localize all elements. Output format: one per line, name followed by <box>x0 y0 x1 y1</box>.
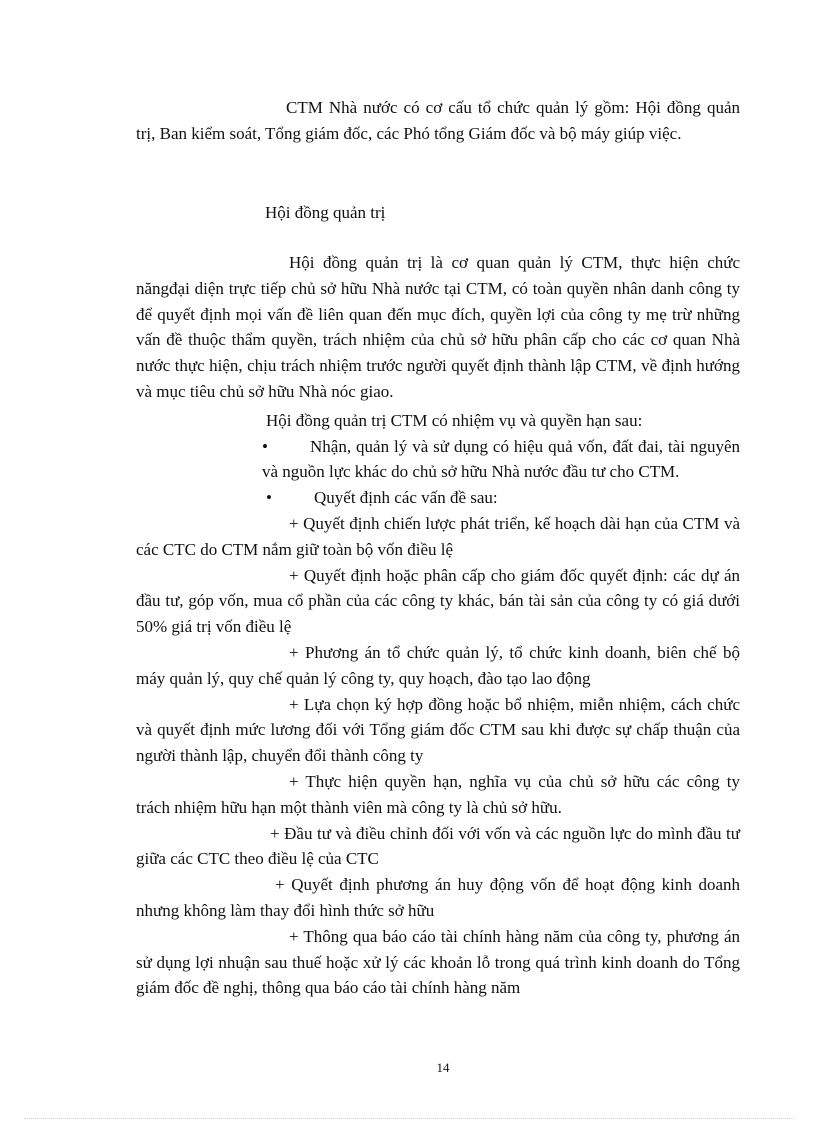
bullet-icon: • <box>266 488 272 508</box>
list-item: + Quyết định chiến lược phát triển, kế hoạch dài hạn của CTM và các CTC do CTM nắm giữ toàn bộ vốn điều lệ <box>136 513 740 559</box>
list-item: + Lựa chọn ký hợp đồng hoặc bổ nhiệm, miễn nhiệm, cách chức và quyết định mức lương đối với Tổng giám đốc CTM sau khi được sự chấp thuận của người thành lập, chuyển đổi thành công ty <box>136 694 740 766</box>
list-item: + Quyết định phương án huy động vốn để hoạt động kinh doanh nhưng không làm thay đổi hình thức sở hữu <box>136 875 740 920</box>
intro-block <box>136 95 740 147</box>
list-item: + Phương án tổ chức quản lý, tổ chức kinh doanh, biên chế bộ máy quản lý, quy chế quản lý công ty, quy hoạch, đào tạo lao động <box>136 642 740 688</box>
page-bottom-rule <box>24 1118 794 1119</box>
page-number: 14 <box>436 1060 450 1075</box>
bullet-item-1 <box>136 434 740 486</box>
bullet-icon: • <box>262 436 268 456</box>
list-item: + Thực hiện quyền hạn, nghĩa vụ của chủ sở hữu các công ty trách nhiệm hữu hạn một thành viên mà công ty là chủ sở hữu. <box>136 771 740 817</box>
bullet-text: Nhận, quản lý và sử dụng có hiệu quả vốn, đất đai, tài nguyên và nguồn lực khác do chủ sở hữu Nhà nước đầu tư cho CTM. <box>262 436 740 482</box>
section-heading: Hội đồng quản trị <box>265 203 386 222</box>
list-item: + Thông qua báo cáo tài chính hàng năm của công ty, phương án sử dụng lợi nhuận sau thuế hoặc xử lý các khoản lỗ trong quá trình kinh doanh do Tổng giám đốc đề nghị, thông qua báo cáo tài chính hàng năm <box>136 926 740 998</box>
bullet-item-2 <box>136 485 740 511</box>
duties-intro-paragraph: Hội đồng quản trị CTM có nhiệm vụ và quyền hạn sau: <box>266 410 643 430</box>
intro-paragraph: CTM Nhà nước có cơ cấu tổ chức quản lý gồm: Hội đồng quản trị, Ban kiểm soát, Tổng giám đốc, các Phó tổng Giám đốc và bộ máy giúp việc. <box>136 98 740 143</box>
body-block <box>136 250 740 1001</box>
definition-paragraph: Hội đồng quản trị là cơ quan quản lý CTM, thực hiện chức năngđại diện trực tiếp chủ sở hữu Nhà nước tại CTM, có toàn quyền nhân danh công ty để quyết định mọi vấn đề liên quan đến mục đích, quyền lợi của công ty mẹ trừ những vấn đề thuộc thẩm quyền, trách nhiệm của chủ sở hữu phân cấp cho các cơ quan Nhà nước thực hiện, chịu trách nhiệm trước người quyết định thành lập CTM, về định hướng và mục tiêu chủ sở hữu Nhà nóc giao. <box>136 253 740 401</box>
bullet-text: Quyết định các vấn đề sau: <box>314 488 498 508</box>
list-item: + Đầu tư và điều chỉnh đối với vốn và các nguồn lực do mình đầu tư giữa các CTC theo điều lệ của CTC <box>136 823 740 869</box>
list-item: + Quyết định hoặc phân cấp cho giám đốc quyết định: các dự án đầu tư, góp vốn, mua cổ phần của các công ty khác, bán tài sản của công ty có giá dưới 50% giá trị vốn điều lệ <box>136 565 740 637</box>
